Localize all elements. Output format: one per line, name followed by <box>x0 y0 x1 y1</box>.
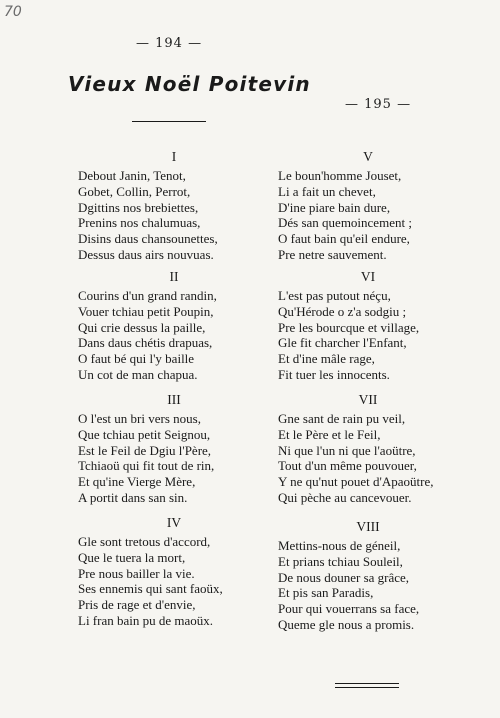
stanza-numeral: IV <box>166 515 182 530</box>
stanza-numeral: VI <box>360 269 376 284</box>
stanza-iv <box>78 512 270 629</box>
stanza-numeral: V <box>363 149 373 164</box>
title-underline <box>132 121 206 122</box>
verse-line: Li fran bain pu de maoüx. <box>78 612 214 628</box>
verse-line: Un cot de man chapua. <box>78 366 198 382</box>
verse-line: Gobet, Collin, Perrot, <box>78 183 191 199</box>
stanza-i <box>78 146 270 263</box>
page-number-left: — 194 — <box>136 36 203 51</box>
stanza-vii <box>278 389 458 506</box>
stanza-numeral: I <box>171 149 177 164</box>
stanza-numeral: II <box>169 269 179 284</box>
verse-line: Y ne qu'nut pouet d'Apaoütre, <box>278 474 434 490</box>
verse-line: Mettins-nous de géneil, <box>278 538 401 553</box>
bottom-rule-top <box>335 683 399 684</box>
verse-line: O faut bé qui l'y baille <box>78 351 195 367</box>
stanza-iii <box>78 389 270 506</box>
stanza-v <box>278 146 458 263</box>
verse-line: D'ine piare bain dure, <box>278 199 391 215</box>
verse-line: Dans daus chétis drapuas, <box>78 335 213 351</box>
verse-line: Est le Feil de Dgiu l'Père, <box>78 442 212 458</box>
verse-line: Pris de rage et d'envie, <box>78 597 196 613</box>
verse-line: Qui pèche au cancevouer. <box>278 489 412 505</box>
verse-line: Pre nous bailler la vie. <box>78 565 195 581</box>
verse-line: Disins daus chansounettes, <box>78 231 218 247</box>
stanza-numeral: III <box>167 392 181 407</box>
verse-line: O l'est un bri vers nous, <box>78 411 201 426</box>
margin-note: 70 <box>4 4 22 20</box>
verse-line: Le boun'homme Jouset, <box>278 168 402 183</box>
verse-line: Gle sont tretous d'accord, <box>78 534 211 549</box>
page-number-right: — 195 — <box>345 97 412 112</box>
verse-line: Dgittins nos brebiettes, <box>78 199 199 215</box>
verse-line: Qui crie dessus la paille, <box>78 319 206 335</box>
verse-line: Vouer tchiau petit Poupin, <box>78 303 214 319</box>
verse-line: Courins d'un grand randin, <box>78 288 217 303</box>
verse-line: Pre les bourcque et village, <box>278 319 420 335</box>
verse-line: De nous douner sa grâce, <box>278 569 410 585</box>
verse-line: Fit tuer les innocents. <box>278 366 390 382</box>
verse-line: Et le Père et le Feil, <box>278 426 381 442</box>
verse-line: Ses ennemis qui sant faoüx, <box>78 581 223 597</box>
verse-line: Pour qui vouerrans sa face, <box>278 601 420 617</box>
verse-line: Que le tuera la mort, <box>78 549 186 565</box>
page-title: Vieux Noël Poitevin <box>68 72 311 96</box>
stanza-vi <box>278 266 458 383</box>
verse-line: Dessus daus airs nouvuas. <box>78 246 214 262</box>
verse-line: Ni que l'un ni que l'aoütre, <box>278 442 416 458</box>
verse-line: A portit dans san sin. <box>78 489 188 505</box>
verse-line: Et d'ine mâle rage, <box>278 351 375 367</box>
verse-line: Et qu'ine Vierge Mère, <box>78 474 196 490</box>
verse-line: Gne sant de rain pu veil, <box>278 411 406 426</box>
verse-line: Prenins nos chalumuas, <box>78 215 201 231</box>
verse-line: Que tchiau petit Seignou, <box>78 426 211 442</box>
verse-line: Tout d'un même pouvouer, <box>278 458 417 474</box>
verse-line: Queme gle nous a promis. <box>278 616 415 632</box>
verse-line: Debout Janin, Tenot, <box>78 168 186 183</box>
bottom-rule-bottom <box>335 687 399 688</box>
verse-line: Tchiaoü qui fit tout de rin, <box>78 458 215 474</box>
stanza-viii <box>278 516 458 633</box>
stanza-numeral: VIII <box>356 519 380 534</box>
verse-line: Qu'Hérode o z'a sodgiu ; <box>278 303 407 319</box>
verse-line: Gle fit charcher l'Enfant, <box>278 335 407 351</box>
verse-line: Pre netre sauvement. <box>278 246 387 262</box>
verse-line: Et prians tchiau Souleil, <box>278 553 403 569</box>
verse-line: Li a fait un chevet, <box>278 183 376 199</box>
verse-line: L'est pas putout néçu, <box>278 288 391 303</box>
stanza-numeral: VII <box>358 392 378 407</box>
verse-line: Dés san quemoincement ; <box>278 215 412 231</box>
stanza-ii <box>78 266 270 383</box>
verse-line: O faut bain qu'eil endure, <box>278 231 410 247</box>
verse-line: Et pis san Paradis, <box>278 585 374 601</box>
